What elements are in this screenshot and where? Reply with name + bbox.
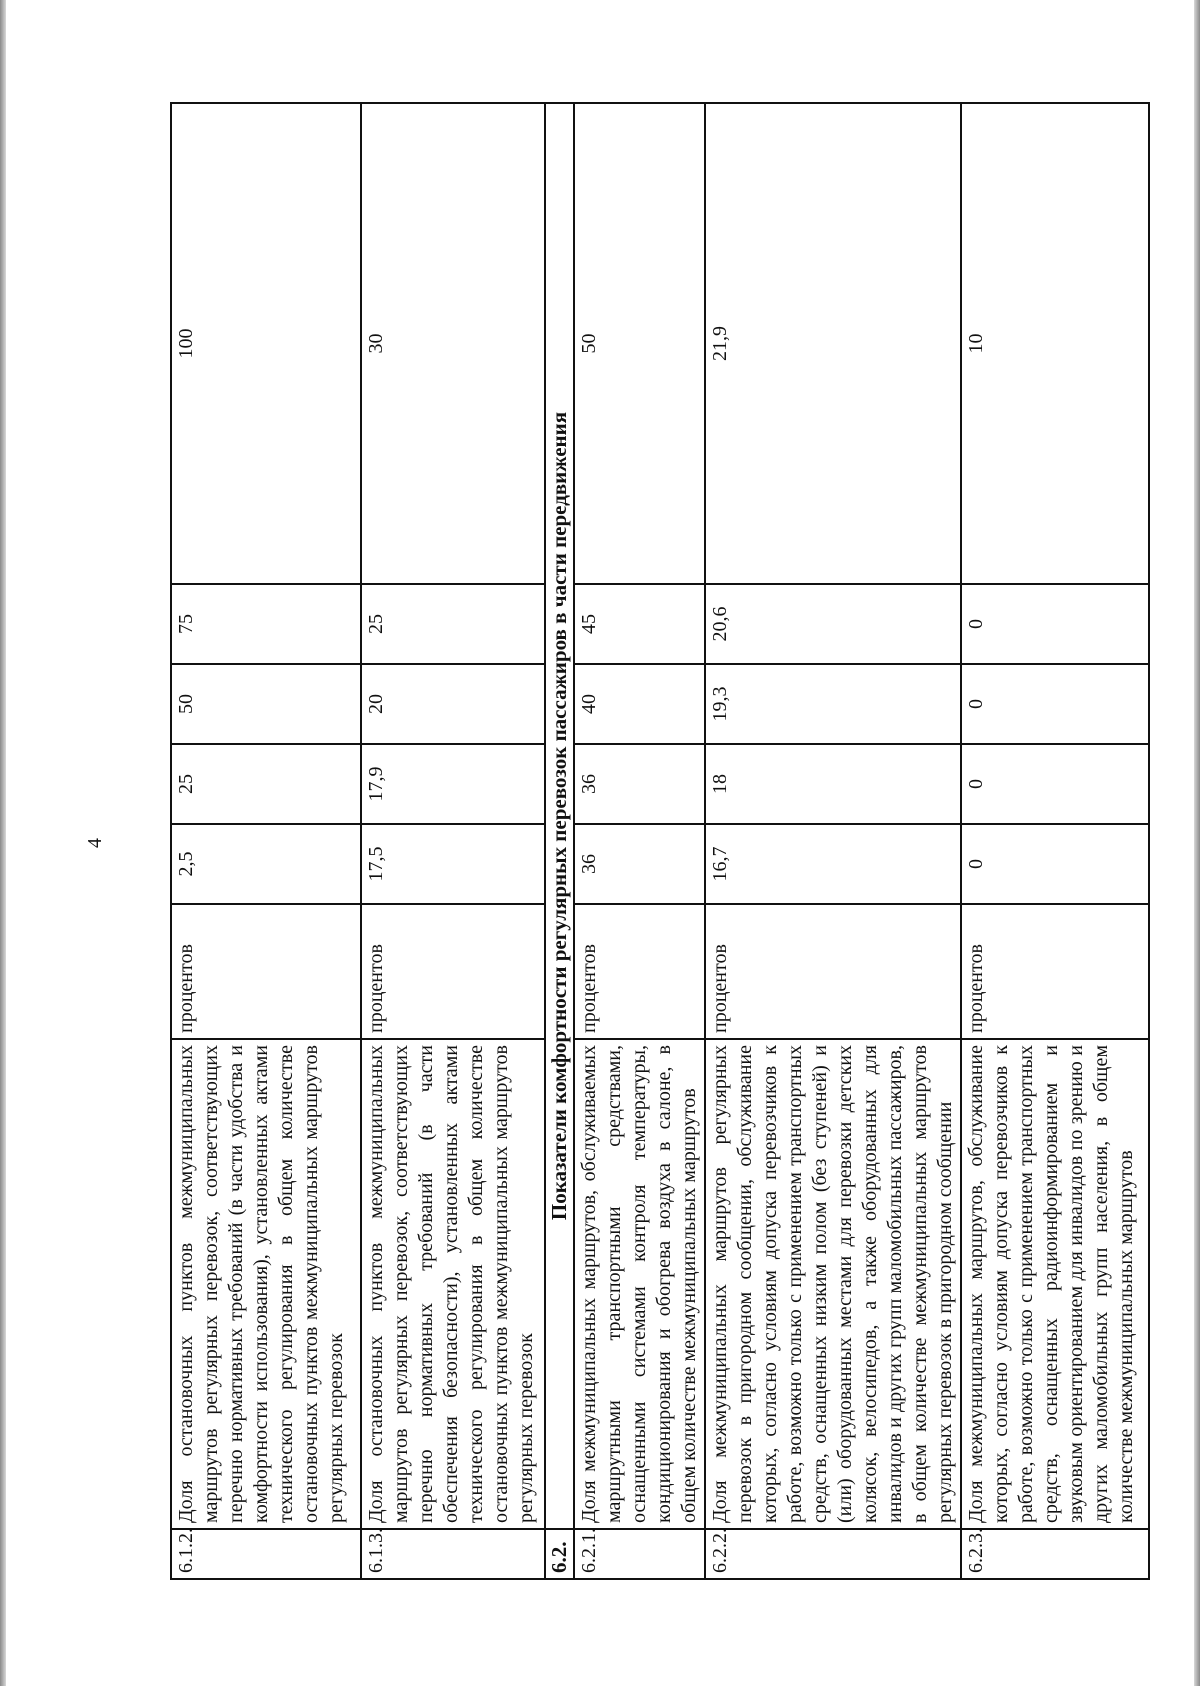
value-cell: 17,9 <box>361 744 545 824</box>
table-body <box>171 103 1149 1579</box>
value-cell: 20 <box>361 664 545 744</box>
value-cell: 100 <box>171 103 361 584</box>
indicator-name: Доля межмуниципальных маршрутов, обслуживаемых маршрутными транспортными средствами, оснащенными системами контроля температуры, кондиционирования и обогрева воздуха в салоне, в общем количестве межмуниципальных маршрутов <box>574 1039 705 1529</box>
section-number: 6.2. <box>545 1529 574 1579</box>
table-row <box>171 103 361 1579</box>
value-cell: 17,5 <box>361 824 545 904</box>
indicator-name: Доля межмуниципальных маршрутов регулярных перевозок в пригородном сообщении, обслуживание которых, согласно условиям допуска перевозчиков к работе, возможно только с применением транспортных средств, оснащенных низким полом (без ступеней) и (или) оборудованных местами для перевозки детских колясок, велосипедов, а также оборудованных для инвалидов и других групп маломобильных пассажиров, в общем количестве межмуниципальных маршрутов регулярных перевозок в пригородном сообщении <box>705 1039 961 1529</box>
value-cell: 45 <box>574 584 705 664</box>
value-cell: 30 <box>361 103 545 584</box>
value-cell: 20,6 <box>705 584 961 664</box>
unit-cell: процентов <box>361 904 545 1039</box>
unit-cell: процентов <box>961 904 1149 1039</box>
value-cell: 0 <box>961 744 1149 824</box>
indicator-name: Доля межмуниципальных маршрутов, обслуживание которых, согласно условиям допуска перевозчиков к работе, возможно только с применением транспортных средств, оснащенных радиоинформированием и звуковым ориентированием для инвалидов по зрению и других маломобильных групп населения, в общем количестве межмуниципальных маршрутов <box>961 1039 1149 1529</box>
indicator-name: Доля остановочных пунктов межмуниципальных маршрутов регулярных перевозок, соответствующих перечню нормативных требований (в части удобства и комфортности использования), установленных актами технического регулирования в общем количестве остановочных пунктов межмуниципальных маршрутов регулярных перевозок <box>171 1039 361 1529</box>
rotated-table-wrapper <box>170 104 1137 1580</box>
value-cell: 75 <box>171 584 361 664</box>
value-cell: 10 <box>961 103 1149 584</box>
value-cell: 0 <box>961 664 1149 744</box>
row-number: 6.2.3. <box>961 1529 1149 1579</box>
unit-cell: процентов <box>705 904 961 1039</box>
value-cell: 0 <box>961 584 1149 664</box>
row-number: 6.1.3. <box>361 1529 545 1579</box>
page-number: 4 <box>84 838 106 848</box>
value-cell: 0 <box>961 824 1149 904</box>
indicator-name: Доля остановочных пунктов межмуниципальных маршрутов регулярных перевозок, соответствующих перечню нормативных требований (в части обеспечения безопасности), установленных актами технического регулирования в общем количестве остановочных пунктов межмуниципальных маршрутов регулярных перевозок <box>361 1039 545 1529</box>
table-row <box>961 103 1149 1579</box>
unit-cell: процентов <box>574 904 705 1039</box>
section-row <box>545 103 574 1579</box>
value-cell: 25 <box>171 744 361 824</box>
row-number: 6.2.2. <box>705 1529 961 1579</box>
section-title: Показатели комфортности регулярных перевозок пассажиров в части передвижения <box>545 103 574 1529</box>
value-cell: 16,7 <box>705 824 961 904</box>
indicators-table <box>170 102 1150 1580</box>
value-cell: 19,3 <box>705 664 961 744</box>
row-number: 6.1.2. <box>171 1529 361 1579</box>
row-number: 6.2.1. <box>574 1529 705 1579</box>
value-cell: 36 <box>574 824 705 904</box>
value-cell: 18 <box>705 744 961 824</box>
value-cell: 2,5 <box>171 824 361 904</box>
scan-edge-left <box>0 0 6 1686</box>
value-cell: 50 <box>574 103 705 584</box>
scan-edge-right <box>1194 0 1200 1686</box>
value-cell: 40 <box>574 664 705 744</box>
value-cell: 50 <box>171 664 361 744</box>
value-cell: 36 <box>574 744 705 824</box>
unit-cell: процентов <box>171 904 361 1039</box>
value-cell: 25 <box>361 584 545 664</box>
table-row <box>574 103 705 1579</box>
value-cell: 21,9 <box>705 103 961 584</box>
table-row <box>361 103 545 1579</box>
table-row <box>705 103 961 1579</box>
